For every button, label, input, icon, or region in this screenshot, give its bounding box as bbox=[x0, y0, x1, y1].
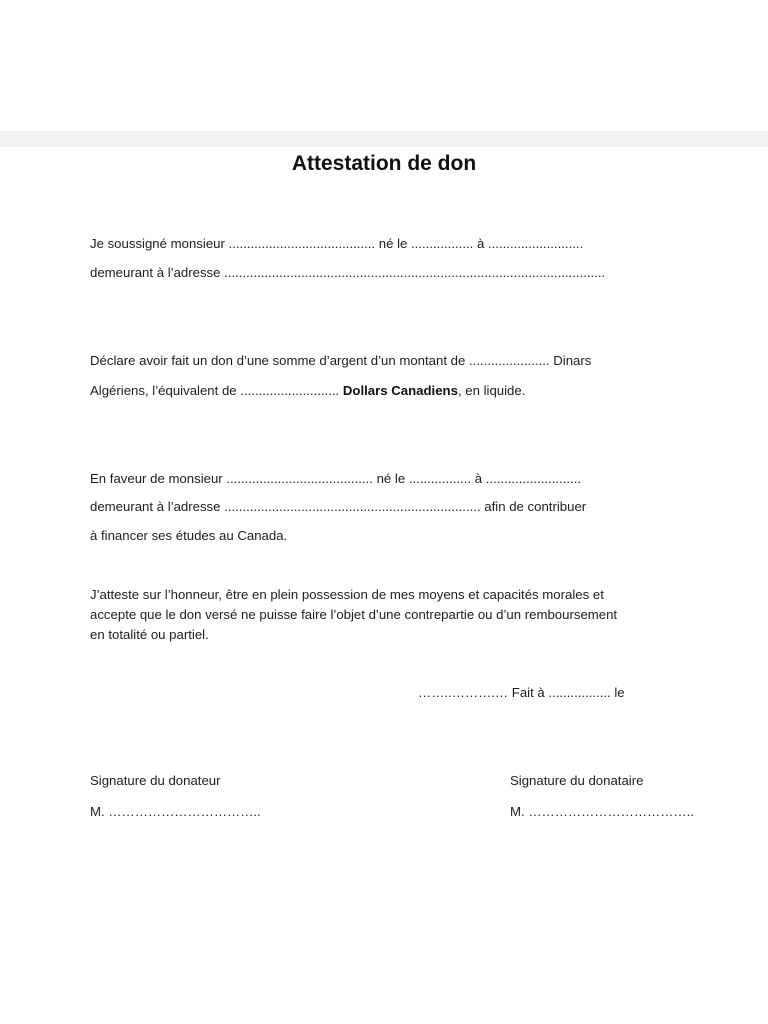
equivalent-prefix: Algériens, l’équivalent de ........................... bbox=[90, 383, 343, 398]
donation-amount-line: Déclare avoir fait un don d’une somme d’argent d’un montant de ...................... Dinars bbox=[90, 353, 592, 368]
donee-signature-name: M. ……………………………….. bbox=[510, 804, 694, 819]
donor-address-line: demeurant à l’adresse ........................................................................................................ bbox=[90, 265, 606, 280]
donor-signature-name: M. …………………………….. bbox=[90, 804, 261, 819]
top-band bbox=[0, 131, 768, 147]
place-date-line: ……..……….… Fait à ................. le bbox=[418, 685, 625, 700]
currency-label: Dollars Canadiens bbox=[342, 383, 458, 398]
attestation-line-1: J’atteste sur l’honneur, être en plein possession de mes moyens et capacités morales et bbox=[90, 587, 604, 602]
attestation-line-3: en totalité ou partiel. bbox=[90, 627, 209, 642]
equivalent-suffix: , en liquide. bbox=[457, 383, 526, 398]
donee-identity-line: En faveur de monsieur ........................................ né le ................. à .......................... bbox=[90, 471, 582, 486]
donor-signature-label: Signature du donateur bbox=[90, 773, 221, 788]
purpose-line: à financer ses études au Canada. bbox=[90, 528, 288, 543]
attestation-line-2: accepte que le don versé ne puisse faire l’objet d’une contrepartie ou d’un remboursement bbox=[90, 607, 618, 622]
donee-signature-label: Signature du donataire bbox=[510, 773, 644, 788]
donation-equivalent-line bbox=[90, 383, 525, 398]
document-title: Attestation de don bbox=[291, 152, 477, 175]
donee-address-line: demeurant à l’adresse ...................................................................... afin de contribuer bbox=[90, 499, 587, 514]
donor-identity-line: Je soussigné monsieur ........................................ né le ................. à .......................... bbox=[90, 236, 584, 251]
